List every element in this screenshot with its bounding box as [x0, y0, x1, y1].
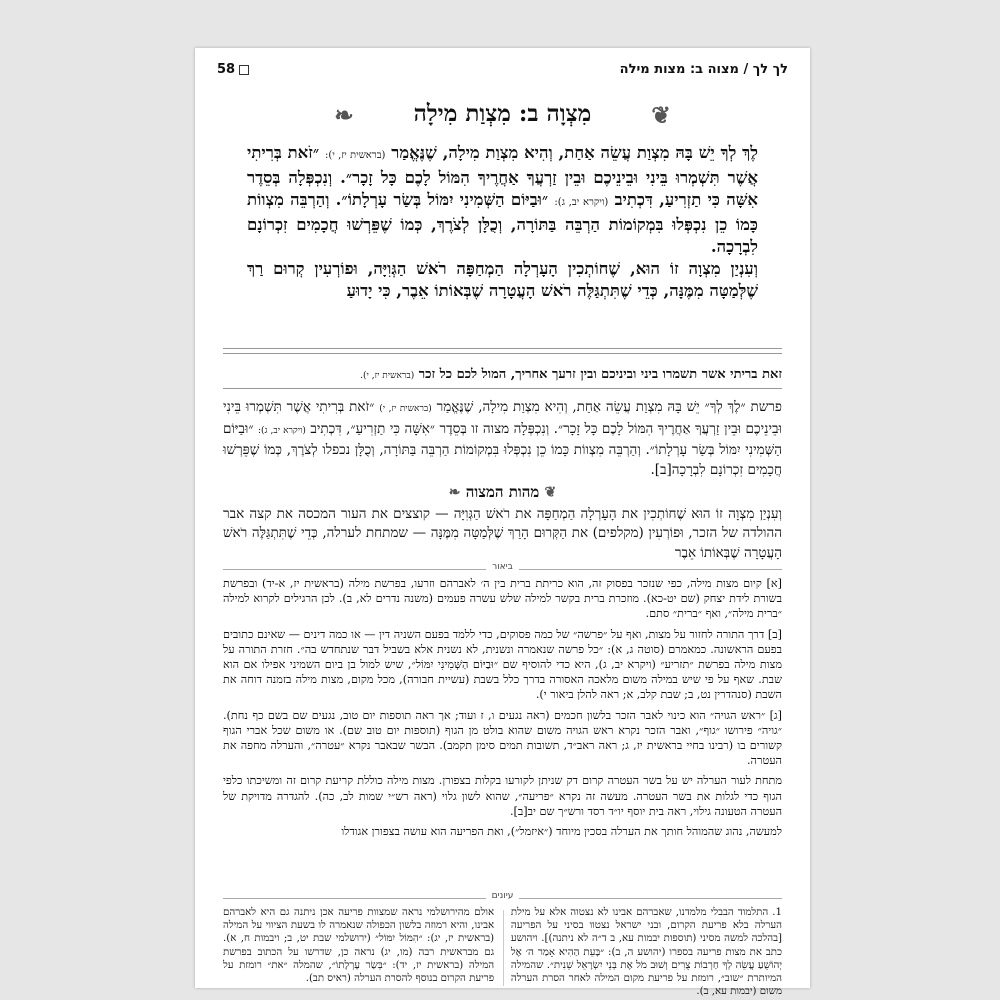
- iyunim-label-line: [223, 891, 782, 905]
- commentary: [223, 398, 782, 563]
- section-heading-text: מהות המצוה: [465, 483, 540, 501]
- iyunim-column-right: 1. התלמוד הבבלי מלמדנו, שאברהם אבינו לא נצטוה אלא על מילת הערלה בלא פריעת הקרום, ובני ישראל נצטוו בסיני על הפריעה [בהלכה למשה מסיני (תוספות יבמות עא, ב ד״ה לא ניתנה)]. ויהושע כתב את מצות פריעה בספרו (יהושע ה, ב): ״בָּעֵת הַהִיא אָמַר ה׳ אֶל יְהוֹשֻׁעַ עֲשֵׂה לְךָ חַרְבוֹת צֻרִים וְשׁוּב מֹל אֶת בְּנֵי יִשְׂרָאֵל שֵׁנִית״. שהמילה המיותרת ״שוב״, רומזת על פריעת מקום המילה לאחר הסרת הערלה משום (יבמות עא, ב).: [510, 907, 782, 998]
- commentary-segment: פרשת ״לֶךְ לְךָ״ יֵשׁ בָּהּ מִצְוַת עֲשֵׂה אַחַת, וְהִיא מִצְוַת מִילָה, שֶׁנֶּאֱמַר: [436, 399, 783, 415]
- beur-note: למעשה, נהוג שהמוהל חותך את הערלה בסכין מיוחד (״איזמל״), ואת הפריעה הוא עושה בצפורן אגודלו: [341, 825, 782, 839]
- commentary-citation: (ויקרא יב, ג):: [257, 425, 306, 436]
- running-head: לך לך / מצוה ב: מצות מילה: [619, 62, 788, 77]
- page-title-wrap: [282, 100, 722, 129]
- beur-note: [ג] ״ראש הגויה״ הוא כינוי לאבר הזכר בלשון חכמים (ראה נגעים ו, ז ועוד; אך ראה תוספות יום טוב, נגעים שם בשם כף נחת). ״גויה״ פירושו ״גוף״, ואבר הזכר נקרא ראש הגויה משום שהוא בולט מן הגוף (תוספות יום טוב שם). או משום שכל אברי הגוף קשורים בו (רבינו בחיי בראשית יז, ג; ראה ראב״ד, תשובות תמים סימן תקמב). הבשר שבאבר נקרא ״עטרה״, והערלה מחפה את העטרה.: [223, 708, 782, 768]
- ornament-right-icon: ❦: [651, 101, 671, 129]
- main-text-segment: לֶךְ לְךָ יֵשׁ בָּהּ מִצְוַת עֲשֵׂה אַחַת, וְהִיא מִצְוַת מִילָה, שֶׁנֶּאֱמַר: [391, 143, 759, 162]
- main-citation: (ויקרא יב, ג):: [554, 197, 609, 208]
- beur-label-line: [223, 562, 782, 576]
- page-number: 58: [217, 62, 236, 77]
- iyunim-label: עיונים: [486, 891, 520, 901]
- commentary-paragraph-2: וְעִנְיַן מִצְוָה זוֹ הוּא שֶׁחוֹתְכִין את הָעָרְלָה הַמְחַפָּה את רֹאשׁ הַגְּוִיָּה — קוצצים את העור המכסה את קצה אבר ההולדה של הזכר, וּפוֹרְעִין (מקלפים) את הַקְּרוּם הָרַךְ שֶׁלְּמַטָּה מִמֶּנָּה — שמתחת לערלה, כְּדֵי שֶׁתִּתְגַּלֶּה רֹאשׁ הָעֲטָרָה שֶׁבְּאוֹתוֹ אֵבֶר: [223, 505, 782, 561]
- ornament-right-icon: ❦: [544, 484, 557, 501]
- divider-top: [223, 348, 782, 349]
- beur-notes: [223, 576, 782, 844]
- beur-label: ביאור: [486, 562, 519, 572]
- ornament-left-icon: ❧: [448, 484, 461, 501]
- main-paragraph-2: וְעִנְיַן מִצְוָה זוֹ הוּא, שֶׁחוֹתְכִין הָעָרְלָה הַמְחַפָּה רֹאשׁ הַגְּוִיָּה, וּפוֹרְעִין קְרוּם רַךְ שֶׁלְּמַטָּה מִמֶּנָּה, כְּדֵי שֶׁתִּתְגַּלֶּה רֹאשׁ הָעֲטָרָה שֶׁבְּאוֹתוֹ אֵבֶר, כִּי יָדוּעַ: [247, 259, 758, 300]
- ornament-left-icon: ❧: [334, 101, 354, 129]
- iyunim-notes: [223, 906, 782, 998]
- iyunim-column-left: אולם מהירושלמי נראה שמצוות פריעה אכן ניתנה גם היא לאברהם אבינו, והיא רמוזה בלשון הכפולה שנאמרה לו בשעת הציווי על המילה (בראשית יז, יג): ״הִמּוֹל יִמּוֹל״ (ירושלמי שבת יט, ב; ויבמות ח, א). גם מבראשית רבה (מו, יג) נראה כן, שדרשו על הכתוב בפרשת המילה (בראשית יז, יד): ״בְּשַׂר עָרְלָתוֹ״, שהמלה ״את״ רומזת על פריעת הקרום בנוסף להסרת הערלה (ראיס תב).: [223, 907, 495, 985]
- commentary-segment: ״וּבַיּוֹם הַשְּׁמִינִי יִמּוֹל בְּשַׂר עָרְלָתוֹ״. וְהַרְבֵּה מִצְווֹת כָּמוֹ כֵן נִכְפְּלוּ בִּמְקוֹמוֹת הַרְבֵּה בַּתּוֹרָה, וְכֻלָּן נכפלו לְצֹרֶךְ, כְּמוֹ שֶׁפֵּרְשׁוּ חֲכָמִים זִכְרוֹנָם לִבְרָכָה[ב].: [223, 420, 782, 478]
- main-text: [247, 142, 758, 302]
- main-paragraph-1: [247, 142, 758, 258]
- page-number-group: [217, 62, 253, 77]
- beur-note: [ב] דרך התורה לחזור על מצות, ואף על ״פרשה״ של כמה פסוקים, כדי ללמד בפעם השניה דין — או כמה דינים — שאינם כתובים בפעם הראשונה. כמאמרם (סוטה ג, א): ״כל פרשה שנאמרה ונשנית, לא נשנית אלא בשביל דבר שנתחדש בה״. חזרת התורה על מצות מילה בפרשת ״תזריע״ (ויקרא יב, ג), היא כדי להוסיף שם ״וּבַיּוֹם הַשְּׁמִינִי יִמּוֹל״, שיש למול בן ביום השמיני אפילו אם הוא שבת. שאף על פי שיש במילה משום מלאכה האסורה בדרך כלל בשבת (עשיית חבורה), מכל מקום, מצות מילה בזמנה דוחה את השבת (סנהדרין נט, ב; שבת קלב, א; ראה להלן ביאור י).: [223, 627, 782, 702]
- beur-note: מתחת לעור הערלה יש על בשר העטרה קרום דק שניתן לקורעו בקלות בצפורן. מצות מילה כוללת קריעת קרום זה ומשיכתו כלפי הגוף כדי לגלות את בשר העטרה. מעשה זה נקרא ״פריעה״, שהוא לשון גלוי (ראה רש״י שמות לב, כה). להגדרה מדויקת של העטרה הטעונה גילוי, ראה בית יוסף יו״ד רסד ורש״ך שם יב[ב].: [223, 774, 782, 818]
- column-divider: [503, 910, 504, 986]
- commentary-segment: ״זֹאת בְּרִיתִי אֲשֶׁר תִּשְׁמְרוּ בֵּינִי וּבֵינֵיכֶם וּבֵין זַרְעֲךָ אַחֲרֶיךָ הִמּוֹל לָכֶם כָּל זָכָר״. וְנִכְפְּלָה מצוה זו בְּסֵדֶר ״אִשָּׁה כִּי תַזְרִיעַ״, דִּכְתִיב: [223, 399, 782, 437]
- page-header: [217, 62, 788, 80]
- title-box: [195, 100, 810, 129]
- beur-note: [א] קיום מצות מילה, כפי שנזכר בפסוק זה, הוא כריתת ברית בין ה׳ לאברהם וזרעו, בפרשת מילה (בראשית יז, א-יד) ובפרשת בשורת לידת יצחק (שם יט-כא). מוזכרת ברית בקשר למילה שלש עשרה פעמים (משנה נדרים לא, ב). לכן הרגילים לקרוא למילה ״ברית מילה״, ואף ״ברית״ סתם.: [223, 577, 782, 621]
- verse-bar-text: זאת בריתי אשר תשמרו ביני וביניכם ובין זרעך אחריך, המול לכם כל זכר: [418, 367, 782, 382]
- page-title: מִצְוָה ב: מִצְוַת מִילָה: [413, 100, 592, 127]
- main-text-segment: ״זֹאת בְּרִיתִי אֲשֶׁר תִּשְׁמְרוּ בֵּינִי וּבֵינֵיכֶם וּבֵין זַרְעֲךָ אַחֲרֶיךָ הִמּוֹל לָכֶם כָּל זָכָר״. וְנִכְפְּלָה בְּסֵדֶר אִשָּׁה כִּי תַזְרִיעַ, דִּכְתִיב: [247, 143, 758, 209]
- verse-bar: [223, 366, 782, 382]
- section-heading: [223, 483, 782, 503]
- divider-top-2: [223, 353, 782, 354]
- verse-bar-citation: (בראשית יז, י).: [360, 371, 415, 381]
- commentary-citation: (בראשית יז, י): [379, 404, 432, 414]
- square-icon: [239, 65, 249, 75]
- book-page: [195, 48, 810, 998]
- divider-verse: [223, 388, 782, 389]
- commentary-paragraph-1: [223, 398, 782, 480]
- main-citation: (בראשית יז, י):: [324, 150, 386, 161]
- main-text-segment: ״וּבַיּוֹם הַשְּׁמִינִי יִמּוֹל בְּשַׂר עָרְלָתוֹ״. וְהַרְבֵּה מִצְווֹת כָּמוֹ כֵן נִכְפְּלוּ בִּמְקוֹמוֹת הַרְבֵּה בַּתּוֹרָה, וְכֻלָּן לְצֹרֶךְ, כְּמוֹ שֶׁפֵּרְשׁוּ חֲכָמִים זִכְרוֹנָם לִבְרָכָה.: [247, 190, 758, 256]
